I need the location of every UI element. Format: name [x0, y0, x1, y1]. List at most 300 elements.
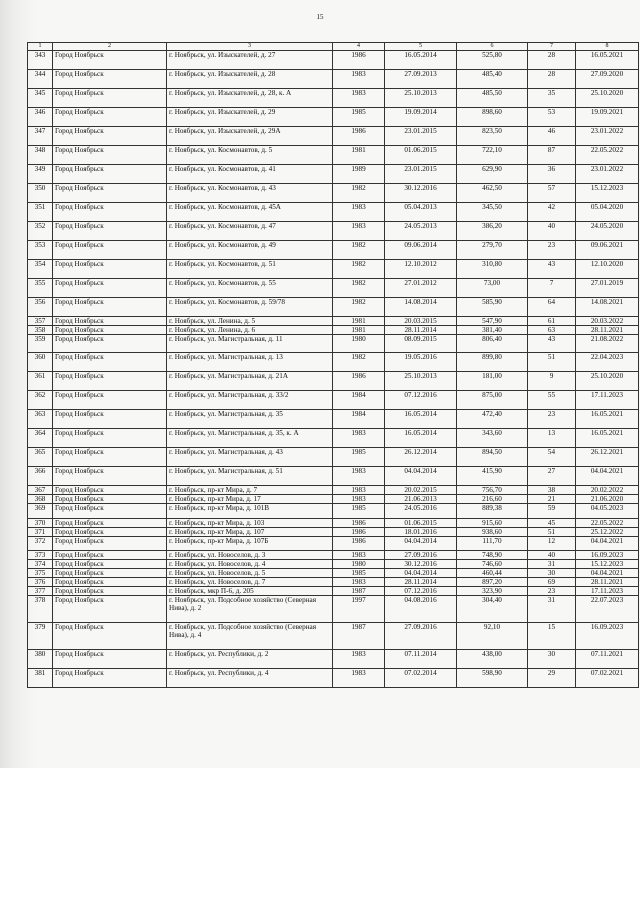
municipality-cell: Город Ноябрьск [53, 317, 167, 326]
next-date-cell: 20.02.2022 [576, 486, 639, 495]
build-year-cell: 1983 [333, 70, 385, 89]
municipality-cell: Город Ноябрьск [53, 410, 167, 429]
table-row [28, 448, 639, 467]
table-row [28, 260, 639, 279]
housing-registry-table [27, 42, 639, 688]
row-number-cell: 363 [28, 410, 53, 429]
row-number-cell: 354 [28, 260, 53, 279]
address-cell: г. Ноябрьск, ул. Магистральная, д. 51 [167, 467, 333, 486]
address-cell: г. Ноябрьск, ул. Магистральная, д. 35 [167, 410, 333, 429]
address-cell: г. Ноябрьск, ул. Космонавтов, д. 59/78 [167, 298, 333, 317]
area-cell: 462,50 [457, 184, 528, 203]
percent-cell: 40 [528, 551, 576, 560]
row-number-cell: 360 [28, 353, 53, 372]
table-row [28, 560, 639, 569]
row-number-cell: 343 [28, 51, 53, 70]
row-number-cell: 345 [28, 89, 53, 108]
row-number-cell: 368 [28, 495, 53, 504]
area-cell: 748,90 [457, 551, 528, 560]
next-date-cell: 25.10.2020 [576, 372, 639, 391]
next-date-cell: 15.12.2023 [576, 184, 639, 203]
inspection-date-cell: 25.10.2013 [385, 372, 457, 391]
area-cell: 323,90 [457, 587, 528, 596]
area-cell: 889,38 [457, 504, 528, 519]
row-number-cell: 346 [28, 108, 53, 127]
build-year-cell: 1983 [333, 578, 385, 587]
address-cell: г. Ноябрьск, ул. Магистральная, д. 33/2 [167, 391, 333, 410]
address-cell: г. Ноябрьск, ул. Новоселов, д. 4 [167, 560, 333, 569]
percent-cell: 28 [528, 70, 576, 89]
row-number-cell: 352 [28, 222, 53, 241]
table-row [28, 222, 639, 241]
inspection-date-cell: 19.09.2014 [385, 108, 457, 127]
table-row [28, 51, 639, 70]
table-row [28, 537, 639, 551]
row-number-cell: 359 [28, 335, 53, 353]
row-number-cell: 347 [28, 127, 53, 146]
next-date-cell: 27.09.2020 [576, 70, 639, 89]
area-cell: 343,60 [457, 429, 528, 448]
address-cell: г. Ноябрьск, пр-кт Мира, д. 107 [167, 528, 333, 537]
area-cell: 485,40 [457, 70, 528, 89]
build-year-cell: 1982 [333, 279, 385, 298]
address-cell: г. Ноябрьск, ул. Изыскателей, д. 27 [167, 51, 333, 70]
address-cell: г. Ноябрьск, ул. Изыскателей, д. 29А [167, 127, 333, 146]
municipality-cell: Город Ноябрьск [53, 89, 167, 108]
inspection-date-cell: 04.08.2016 [385, 596, 457, 623]
percent-cell: 87 [528, 146, 576, 165]
next-date-cell: 16.05.2021 [576, 410, 639, 429]
area-cell: 722,10 [457, 146, 528, 165]
area-cell: 73,00 [457, 279, 528, 298]
inspection-date-cell: 21.06.2013 [385, 495, 457, 504]
row-number-cell: 373 [28, 551, 53, 560]
table-row [28, 127, 639, 146]
table-row [28, 623, 639, 650]
build-year-cell: 1987 [333, 623, 385, 650]
row-number-cell: 378 [28, 596, 53, 623]
row-number-cell: 372 [28, 537, 53, 551]
municipality-cell: Город Ноябрьск [53, 372, 167, 391]
percent-cell: 54 [528, 448, 576, 467]
inspection-date-cell: 07.11.2014 [385, 650, 457, 669]
inspection-date-cell: 20.03.2015 [385, 317, 457, 326]
percent-cell: 13 [528, 429, 576, 448]
page-number: 15 [316, 13, 324, 21]
percent-cell: 43 [528, 260, 576, 279]
table-row [28, 184, 639, 203]
next-date-cell: 05.04.2020 [576, 203, 639, 222]
area-cell: 547,90 [457, 317, 528, 326]
next-date-cell: 19.09.2021 [576, 108, 639, 127]
municipality-cell: Город Ноябрьск [53, 260, 167, 279]
table-row [28, 146, 639, 165]
municipality-cell: Город Ноябрьск [53, 504, 167, 519]
column-header: 7 [528, 43, 576, 51]
build-year-cell: 1980 [333, 335, 385, 353]
address-cell: г. Ноябрьск, ул. Ленина, д. 5 [167, 317, 333, 326]
table-row [28, 326, 639, 335]
inspection-date-cell: 04.04.2014 [385, 569, 457, 578]
row-number-cell: 353 [28, 241, 53, 260]
next-date-cell: 25.10.2020 [576, 89, 639, 108]
column-header: 3 [167, 43, 333, 51]
row-number-cell: 358 [28, 326, 53, 335]
percent-cell: 23 [528, 587, 576, 596]
address-cell: г. Ноябрьск, ул. Республики, д. 4 [167, 669, 333, 688]
row-number-cell: 381 [28, 669, 53, 688]
address-cell: г. Ноябрьск, пр-кт Мира, д. 107Б [167, 537, 333, 551]
build-year-cell: 1983 [333, 467, 385, 486]
area-cell: 915,60 [457, 519, 528, 528]
build-year-cell: 1982 [333, 184, 385, 203]
municipality-cell: Город Ноябрьск [53, 429, 167, 448]
next-date-cell: 23.01.2022 [576, 127, 639, 146]
address-cell: г. Ноябрьск, пр-кт Мира, д. 103 [167, 519, 333, 528]
build-year-cell: 1983 [333, 486, 385, 495]
area-cell: 181,00 [457, 372, 528, 391]
table-row [28, 70, 639, 89]
table-row [28, 353, 639, 372]
inspection-date-cell: 18.01.2016 [385, 528, 457, 537]
column-header: 6 [457, 43, 528, 51]
area-cell: 415,90 [457, 467, 528, 486]
inspection-date-cell: 27.09.2016 [385, 551, 457, 560]
table-row [28, 429, 639, 448]
municipality-cell: Город Ноябрьск [53, 298, 167, 317]
inspection-date-cell: 19.05.2016 [385, 353, 457, 372]
address-cell: г. Ноябрьск, ул. Космонавтов, д. 49 [167, 241, 333, 260]
inspection-date-cell: 28.11.2014 [385, 578, 457, 587]
next-date-cell: 04.04.2021 [576, 467, 639, 486]
build-year-cell: 1997 [333, 596, 385, 623]
address-cell: г. Ноябрьск, ул. Магистральная, д. 21А [167, 372, 333, 391]
table-row [28, 165, 639, 184]
next-date-cell: 22.07.2023 [576, 596, 639, 623]
address-cell: г. Ноябрьск, ул. Новоселов, д. 3 [167, 551, 333, 560]
inspection-date-cell: 26.12.2014 [385, 448, 457, 467]
next-date-cell: 04.05.2023 [576, 504, 639, 519]
area-cell: 823,50 [457, 127, 528, 146]
build-year-cell: 1984 [333, 410, 385, 429]
municipality-cell: Город Ноябрьск [53, 279, 167, 298]
row-number-cell: 366 [28, 467, 53, 486]
table-row [28, 203, 639, 222]
build-year-cell: 1983 [333, 551, 385, 560]
inspection-date-cell: 07.12.2016 [385, 587, 457, 596]
build-year-cell: 1985 [333, 448, 385, 467]
area-cell: 386,20 [457, 222, 528, 241]
percent-cell: 12 [528, 537, 576, 551]
address-cell: г. Ноябрьск, ул. Магистральная, д. 13 [167, 353, 333, 372]
percent-cell: 57 [528, 184, 576, 203]
municipality-cell: Город Ноябрьск [53, 537, 167, 551]
percent-cell: 21 [528, 495, 576, 504]
area-cell: 216,60 [457, 495, 528, 504]
area-cell: 345,50 [457, 203, 528, 222]
percent-cell: 15 [528, 623, 576, 650]
build-year-cell: 1986 [333, 528, 385, 537]
area-cell: 894,50 [457, 448, 528, 467]
area-cell: 111,70 [457, 537, 528, 551]
inspection-date-cell: 30.12.2016 [385, 184, 457, 203]
table-row [28, 108, 639, 127]
municipality-cell: Город Ноябрьск [53, 495, 167, 504]
row-number-cell: 374 [28, 560, 53, 569]
inspection-date-cell: 27.09.2016 [385, 623, 457, 650]
inspection-date-cell: 27.01.2012 [385, 279, 457, 298]
table-row [28, 410, 639, 429]
inspection-date-cell: 16.05.2014 [385, 429, 457, 448]
build-year-cell: 1983 [333, 222, 385, 241]
row-number-cell: 364 [28, 429, 53, 448]
row-number-cell: 350 [28, 184, 53, 203]
table-row [28, 587, 639, 596]
municipality-cell: Город Ноябрьск [53, 391, 167, 410]
percent-cell: 53 [528, 108, 576, 127]
next-date-cell: 21.08.2022 [576, 335, 639, 353]
row-number-cell: 376 [28, 578, 53, 587]
build-year-cell: 1983 [333, 650, 385, 669]
table-row [28, 372, 639, 391]
row-number-cell: 379 [28, 623, 53, 650]
municipality-cell: Город Ноябрьск [53, 448, 167, 467]
area-cell: 310,80 [457, 260, 528, 279]
table-row [28, 467, 639, 486]
address-cell: г. Ноябрьск, ул. Космонавтов, д. 55 [167, 279, 333, 298]
percent-cell: 55 [528, 391, 576, 410]
percent-cell: 27 [528, 467, 576, 486]
table-row [28, 551, 639, 560]
address-cell: г. Ноябрьск, ул. Магистральная, д. 43 [167, 448, 333, 467]
row-number-cell: 357 [28, 317, 53, 326]
table-row [28, 298, 639, 317]
percent-cell: 61 [528, 317, 576, 326]
build-year-cell: 1986 [333, 519, 385, 528]
inspection-date-cell: 23.01.2015 [385, 165, 457, 184]
build-year-cell: 1983 [333, 495, 385, 504]
inspection-date-cell: 08.09.2015 [385, 335, 457, 353]
row-number-cell: 377 [28, 587, 53, 596]
next-date-cell: 14.08.2021 [576, 298, 639, 317]
row-number-cell: 349 [28, 165, 53, 184]
table-row [28, 528, 639, 537]
address-cell: г. Ноябрьск, ул. Подсобное хозяйство (Северная Нива), д. 4 [167, 623, 333, 650]
municipality-cell: Город Ноябрьск [53, 353, 167, 372]
percent-cell: 59 [528, 504, 576, 519]
row-number-cell: 365 [28, 448, 53, 467]
address-cell: г. Ноябрьск, ул. Космонавтов, д. 51 [167, 260, 333, 279]
percent-cell: 43 [528, 335, 576, 353]
area-cell: 629,90 [457, 165, 528, 184]
build-year-cell: 1982 [333, 260, 385, 279]
municipality-cell: Город Ноябрьск [53, 669, 167, 688]
next-date-cell: 15.12.2023 [576, 560, 639, 569]
next-date-cell: 27.01.2019 [576, 279, 639, 298]
row-number-cell: 348 [28, 146, 53, 165]
next-date-cell: 07.02.2021 [576, 669, 639, 688]
address-cell: г. Ноябрьск, ул. Космонавтов, д. 47 [167, 222, 333, 241]
percent-cell: 35 [528, 89, 576, 108]
area-cell: 756,70 [457, 486, 528, 495]
municipality-cell: Город Ноябрьск [53, 596, 167, 623]
next-date-cell: 17.11.2023 [576, 587, 639, 596]
address-cell: г. Ноябрьск, ул. Магистральная, д. 11 [167, 335, 333, 353]
area-cell: 746,60 [457, 560, 528, 569]
address-cell: г. Ноябрьск, ул. Магистральная, д. 35, к. А [167, 429, 333, 448]
municipality-cell: Город Ноябрьск [53, 146, 167, 165]
build-year-cell: 1986 [333, 372, 385, 391]
area-cell: 279,70 [457, 241, 528, 260]
percent-cell: 51 [528, 528, 576, 537]
area-cell: 897,20 [457, 578, 528, 587]
table-row [28, 578, 639, 587]
municipality-cell: Город Ноябрьск [53, 467, 167, 486]
row-number-cell: 375 [28, 569, 53, 578]
inspection-date-cell: 04.04.2014 [385, 467, 457, 486]
inspection-date-cell: 07.12.2016 [385, 391, 457, 410]
percent-cell: 38 [528, 486, 576, 495]
municipality-cell: Город Ноябрьск [53, 519, 167, 528]
build-year-cell: 1981 [333, 326, 385, 335]
address-cell: г. Ноябрьск, ул. Космонавтов, д. 45А [167, 203, 333, 222]
column-header: 5 [385, 43, 457, 51]
table-row [28, 335, 639, 353]
address-cell: г. Ноябрьск, ул. Изыскателей, д. 28 [167, 70, 333, 89]
build-year-cell: 1987 [333, 587, 385, 596]
next-date-cell: 04.04.2021 [576, 537, 639, 551]
address-cell: г. Ноябрьск, пр-кт Мира, д. 101В [167, 504, 333, 519]
area-cell: 585,90 [457, 298, 528, 317]
percent-cell: 63 [528, 326, 576, 335]
address-cell: г. Ноябрьск, ул. Новоселов, д. 5 [167, 569, 333, 578]
area-cell: 938,60 [457, 528, 528, 537]
next-date-cell: 17.11.2023 [576, 391, 639, 410]
table-row [28, 596, 639, 623]
percent-cell: 42 [528, 203, 576, 222]
address-cell: г. Ноябрьск, ул. Республики, д. 2 [167, 650, 333, 669]
inspection-date-cell: 28.11.2014 [385, 326, 457, 335]
percent-cell: 7 [528, 279, 576, 298]
municipality-cell: Город Ноябрьск [53, 241, 167, 260]
inspection-date-cell: 07.02.2014 [385, 669, 457, 688]
municipality-cell: Город Ноябрьск [53, 165, 167, 184]
address-cell: г. Ноябрьск, ул. Космонавтов, д. 5 [167, 146, 333, 165]
table-row [28, 241, 639, 260]
percent-cell: 23 [528, 410, 576, 429]
build-year-cell: 1986 [333, 51, 385, 70]
build-year-cell: 1986 [333, 127, 385, 146]
area-cell: 875,00 [457, 391, 528, 410]
inspection-date-cell: 09.06.2014 [385, 241, 457, 260]
area-cell: 485,50 [457, 89, 528, 108]
build-year-cell: 1986 [333, 537, 385, 551]
address-cell: г. Ноябрьск, ул. Подсобное хозяйство (Северная Нива), д. 2 [167, 596, 333, 623]
municipality-cell: Город Ноябрьск [53, 560, 167, 569]
next-date-cell: 23.01.2022 [576, 165, 639, 184]
area-cell: 598,90 [457, 669, 528, 688]
area-cell: 304,40 [457, 596, 528, 623]
address-cell: г. Ноябрьск, ул. Ленина, д. 6 [167, 326, 333, 335]
municipality-cell: Город Ноябрьск [53, 486, 167, 495]
build-year-cell: 1983 [333, 89, 385, 108]
build-year-cell: 1985 [333, 569, 385, 578]
column-number-row [28, 43, 639, 51]
municipality-cell: Город Ноябрьск [53, 127, 167, 146]
table-row [28, 495, 639, 504]
build-year-cell: 1989 [333, 165, 385, 184]
address-cell: г. Ноябрьск, пр-кт Мира, д. 17 [167, 495, 333, 504]
next-date-cell: 22.05.2022 [576, 146, 639, 165]
address-cell: г. Ноябрьск, ул. Изыскателей, д. 28, к. А [167, 89, 333, 108]
next-date-cell: 28.11.2021 [576, 578, 639, 587]
column-header: 4 [333, 43, 385, 51]
table-row [28, 669, 639, 688]
next-date-cell: 28.11.2021 [576, 326, 639, 335]
next-date-cell: 22.05.2022 [576, 519, 639, 528]
inspection-date-cell: 30.12.2016 [385, 560, 457, 569]
next-date-cell: 25.12.2022 [576, 528, 639, 537]
row-number-cell: 380 [28, 650, 53, 669]
inspection-date-cell: 01.06.2015 [385, 146, 457, 165]
build-year-cell: 1981 [333, 317, 385, 326]
next-date-cell: 12.10.2020 [576, 260, 639, 279]
row-number-cell: 356 [28, 298, 53, 317]
next-date-cell: 22.04.2023 [576, 353, 639, 372]
row-number-cell: 367 [28, 486, 53, 495]
municipality-cell: Город Ноябрьск [53, 108, 167, 127]
table-row [28, 317, 639, 326]
municipality-cell: Город Ноябрьск [53, 587, 167, 596]
percent-cell: 9 [528, 372, 576, 391]
municipality-cell: Город Ноябрьск [53, 51, 167, 70]
inspection-date-cell: 05.04.2013 [385, 203, 457, 222]
area-cell: 525,80 [457, 51, 528, 70]
build-year-cell: 1983 [333, 203, 385, 222]
percent-cell: 31 [528, 596, 576, 623]
inspection-date-cell: 16.05.2014 [385, 51, 457, 70]
inspection-date-cell: 20.02.2015 [385, 486, 457, 495]
row-number-cell: 355 [28, 279, 53, 298]
percent-cell: 45 [528, 519, 576, 528]
municipality-cell: Город Ноябрьск [53, 326, 167, 335]
percent-cell: 51 [528, 353, 576, 372]
row-number-cell: 351 [28, 203, 53, 222]
area-cell: 472,40 [457, 410, 528, 429]
next-date-cell: 16.09.2023 [576, 623, 639, 650]
municipality-cell: Город Ноябрьск [53, 203, 167, 222]
row-number-cell: 361 [28, 372, 53, 391]
row-number-cell: 362 [28, 391, 53, 410]
build-year-cell: 1985 [333, 504, 385, 519]
area-cell: 438,00 [457, 650, 528, 669]
percent-cell: 28 [528, 51, 576, 70]
next-date-cell: 20.03.2022 [576, 317, 639, 326]
area-cell: 898,60 [457, 108, 528, 127]
build-year-cell: 1984 [333, 391, 385, 410]
municipality-cell: Город Ноябрьск [53, 578, 167, 587]
percent-cell: 36 [528, 165, 576, 184]
percent-cell: 31 [528, 560, 576, 569]
percent-cell: 40 [528, 222, 576, 241]
next-date-cell: 26.12.2021 [576, 448, 639, 467]
build-year-cell: 1982 [333, 241, 385, 260]
address-cell: г. Ноябрьск, ул. Космонавтов, д. 43 [167, 184, 333, 203]
area-cell: 899,80 [457, 353, 528, 372]
inspection-date-cell: 24.05.2013 [385, 222, 457, 241]
area-cell: 381,40 [457, 326, 528, 335]
next-date-cell: 04.04.2021 [576, 569, 639, 578]
